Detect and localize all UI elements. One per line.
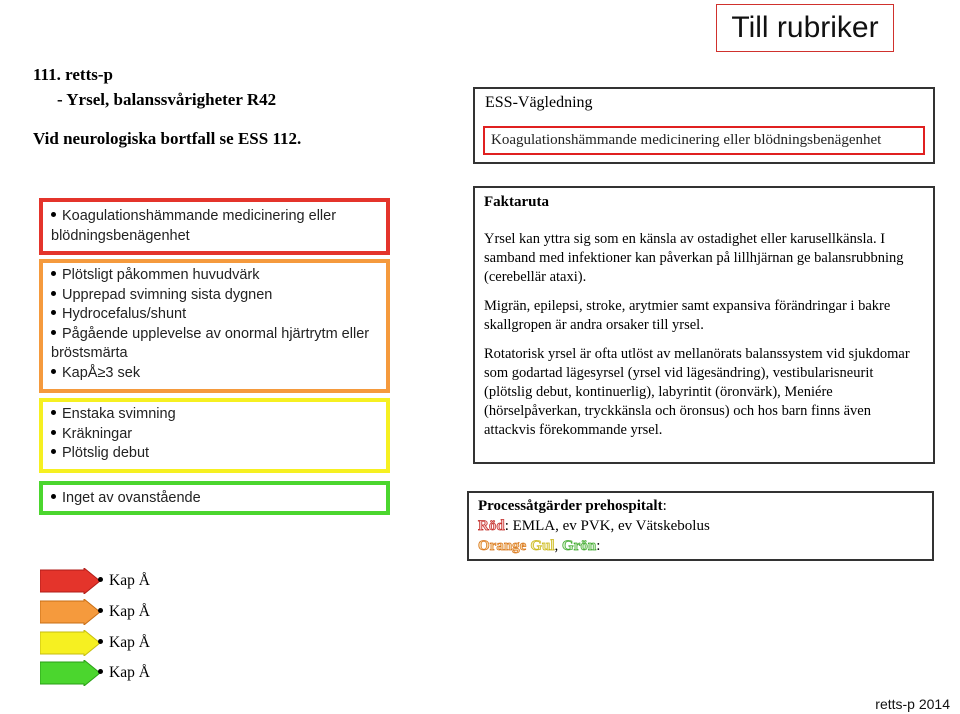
ess-guidance-box — [473, 87, 935, 164]
list-item: Kräkningar — [51, 425, 378, 445]
bullet-icon — [98, 669, 103, 674]
legend-item-yellow: Kap Å — [98, 634, 150, 652]
ess-guidance-item[interactable]: Koagulationshämmande medicinering eller blödningsbenägenhet — [483, 126, 925, 155]
faktaruta-paragraph-2: Migrän, epilepsi, stroke, arytmier samt expansiva förändringar i bakre skallgropen är andra orsaker till yrsel. — [484, 298, 891, 333]
list-item: Hydrocefalus/shunt — [51, 305, 378, 325]
till-rubriker-button[interactable]: Till rubriker — [716, 4, 894, 52]
bullet-icon — [51, 410, 56, 415]
legend-item-green: Kap Å — [98, 664, 150, 682]
priority-box-green — [39, 481, 390, 515]
bullet-icon — [51, 494, 56, 499]
priority-box-orange — [39, 259, 390, 393]
ess-guidance-title: ESS-Vägledning — [485, 94, 593, 111]
process-title: Processåtgärder prehospitalt — [478, 498, 663, 514]
red-actions: : EMLA, ev PVK, ev Vätskebolus — [504, 518, 710, 534]
process-title-row — [478, 496, 923, 516]
process-red-row — [478, 516, 923, 536]
green-label: Grön — [562, 538, 597, 554]
yellow-label: Gul — [530, 538, 555, 554]
bullet-icon — [51, 369, 56, 374]
list-item: Plötsligt påkommen huvudvärk — [51, 266, 378, 286]
process-title-colon: : — [662, 498, 667, 514]
legend-item-orange: Kap Å — [98, 603, 150, 621]
bullet-icon — [51, 430, 56, 435]
red-label: Röd — [478, 518, 505, 534]
bullet-icon — [51, 310, 56, 315]
bullet-icon — [51, 271, 56, 276]
comma: , — [554, 538, 559, 554]
list-item: Koagulationshämmande medicinering eller blödningsbenägenhet — [51, 208, 337, 244]
arrow-red-icon — [40, 568, 100, 594]
priority-box-red — [39, 198, 390, 255]
page-heading — [33, 62, 276, 112]
legend-item-red: Kap Å — [98, 572, 150, 590]
priority-box-yellow — [39, 398, 390, 473]
bullet-icon — [98, 577, 103, 582]
bullet-icon — [51, 291, 56, 296]
bullet-icon — [98, 608, 103, 613]
list-item: Inget av ovanstående — [51, 489, 378, 509]
arrow-green-icon — [40, 660, 100, 686]
heading-line-2: - Yrsel, balanssvårigheter R42 — [57, 90, 277, 109]
faktaruta-paragraph-3: Rotatorisk yrsel är ofta utlöst av mellanörats balanssystem vid sjukdomar som godartad lägesyrsel (yrsel vid lägesändring), vestibularisneurit (plötslig debut, kontinuerlig), labyrintit (öronvärk), Meniére (hörselpåverkan, tryckkänsla och öronsus) och hos barn finns även attackvis förekommande yrsel. — [484, 346, 910, 438]
faktaruta-paragraph-1: Yrsel kan yttra sig som en känsla av ostadighet eller karusellkänsla. I samband med infektioner kan påverkan på lillhjärnan ge balansrubbning (cerebellär ataxi). — [484, 231, 904, 285]
ess112-link-text: Vid neurologiska bortfall se ESS 112. — [33, 129, 302, 148]
arrow-yellow-icon — [40, 630, 100, 656]
list-item: Pågående upplevelse av onormal hjärtrytm eller bröstsmärta — [51, 325, 370, 361]
faktaruta-title: Faktaruta — [484, 194, 549, 210]
bullet-icon — [51, 330, 56, 335]
bullet-icon — [98, 639, 103, 644]
arrow-orange-icon — [40, 599, 100, 625]
process-other-colon: : — [596, 538, 601, 554]
bullet-icon — [51, 212, 56, 217]
list-item: Enstaka svimning — [51, 405, 378, 425]
list-item: KapÅ≥3 sek — [51, 364, 378, 384]
orange-label: Orange — [478, 538, 527, 554]
heading-line-1: 111. retts-p — [33, 65, 113, 84]
faktaruta-box — [473, 186, 935, 464]
bullet-icon — [51, 449, 56, 454]
list-item: Plötslig debut — [51, 444, 378, 464]
list-item: Upprepad svimning sista dygnen — [51, 286, 378, 306]
process-box — [467, 491, 934, 561]
process-other-row — [478, 536, 923, 556]
footer-text: retts-p 2014 — [875, 696, 950, 712]
